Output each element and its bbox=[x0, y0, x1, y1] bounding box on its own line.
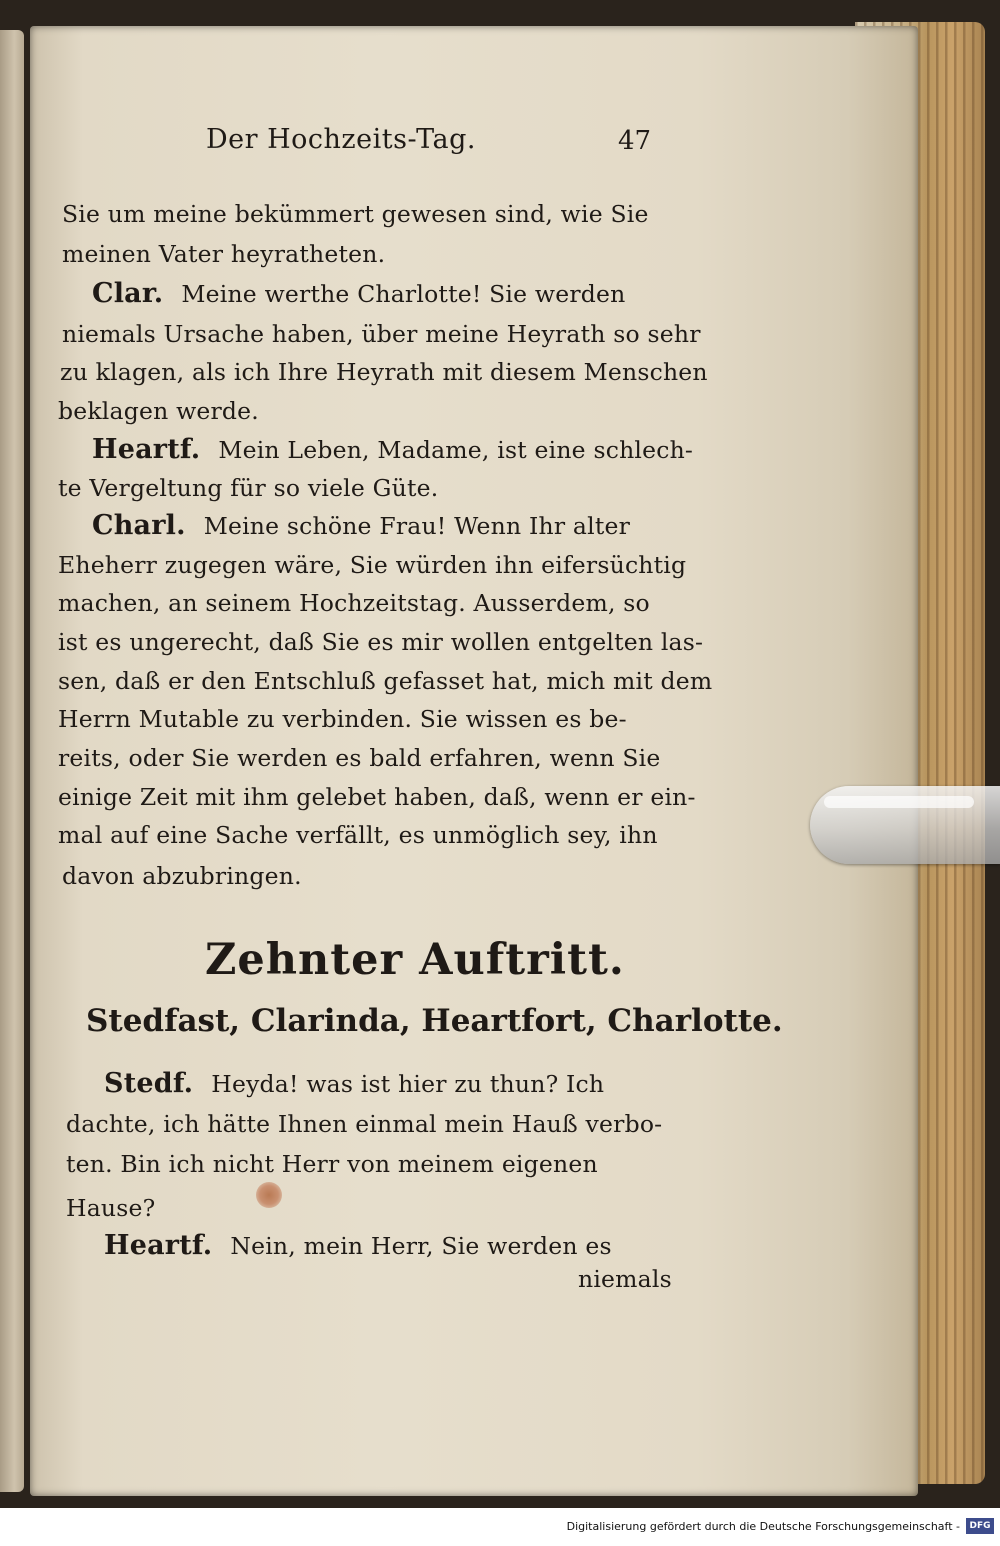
speaker-label: Heartf. bbox=[92, 434, 201, 465]
scene-title: Zehnter Auftritt. bbox=[205, 935, 625, 985]
text-line: Stedf. Heyda! was ist hier zu thun? Ich bbox=[104, 1068, 605, 1099]
text-line: davon abzubringen. bbox=[62, 862, 302, 890]
text-line: Charl. Meine schöne Frau! Wenn Ihr alter bbox=[92, 510, 631, 541]
text-line: zu klagen, als ich Ihre Heyrath mit diesem Menschen bbox=[60, 358, 708, 386]
footer-credit: Digitalisierung gefördert durch die Deutsche Forschungsgemeinschaft - bbox=[566, 1520, 960, 1533]
page-number: 47 bbox=[618, 126, 652, 156]
running-head: Der Hochzeits-Tag. bbox=[206, 124, 477, 155]
text-line: einige Zeit mit ihm gelebet haben, daß, wenn er ein- bbox=[58, 783, 696, 811]
text-line: te Vergeltung für so viele Güte. bbox=[58, 474, 439, 502]
catchword: niemals bbox=[578, 1265, 672, 1293]
text-line: mal auf eine Sache verfällt, es unmöglich sey, ihn bbox=[58, 821, 658, 849]
text-line: beklagen werde. bbox=[58, 397, 259, 425]
text-line: dachte, ich hätte Ihnen einmal mein Hauß verbo- bbox=[66, 1110, 663, 1138]
previous-page-edge bbox=[0, 30, 24, 1492]
text-line: sen, daß er den Entschluß gefasset hat, mich mit dem bbox=[58, 667, 713, 695]
text-line: Clar. Meine werthe Charlotte! Sie werden bbox=[92, 278, 626, 309]
text-line: meinen Vater heyratheten. bbox=[62, 240, 386, 268]
text-line: Heartf. Mein Leben, Madame, ist eine schlech- bbox=[92, 434, 694, 465]
text-line: niemals Ursache haben, über meine Heyrath so sehr bbox=[62, 320, 701, 348]
speaker-label: Charl. bbox=[92, 510, 186, 541]
stain-mark bbox=[256, 1182, 282, 1208]
text-line: ist es ungerecht, daß Sie es mir wollen entgelten las- bbox=[58, 628, 704, 656]
footer-bar bbox=[0, 1508, 1000, 1546]
speaker-label: Heartf. bbox=[104, 1230, 213, 1261]
text-line: Heartf. Nein, mein Herr, Sie werden es bbox=[104, 1230, 612, 1261]
page-clip bbox=[810, 786, 1000, 864]
scene-cast: Stedfast, Clarinda, Heartfort, Charlotte. bbox=[86, 1003, 783, 1039]
text-line: machen, an seinem Hochzeitstag. Ausserdem, so bbox=[58, 589, 650, 617]
text-line: Eheherr zugegen wäre, Sie würden ihn eifersüchtig bbox=[58, 551, 687, 579]
text-line: Sie um meine bekümmert gewesen sind, wie Sie bbox=[62, 200, 649, 228]
speaker-label: Stedf. bbox=[104, 1068, 194, 1099]
text-line: reits, oder Sie werden es bald erfahren, wenn Sie bbox=[58, 744, 661, 772]
text-line: Herrn Mutable zu verbinden. Sie wissen es be- bbox=[58, 705, 627, 733]
text-line: ten. Bin ich nicht Herr von meinem eigenen bbox=[66, 1150, 598, 1178]
text-line: Hause? bbox=[66, 1194, 156, 1222]
speaker-label: Clar. bbox=[92, 278, 164, 309]
dfg-logo: DFG bbox=[966, 1518, 994, 1534]
